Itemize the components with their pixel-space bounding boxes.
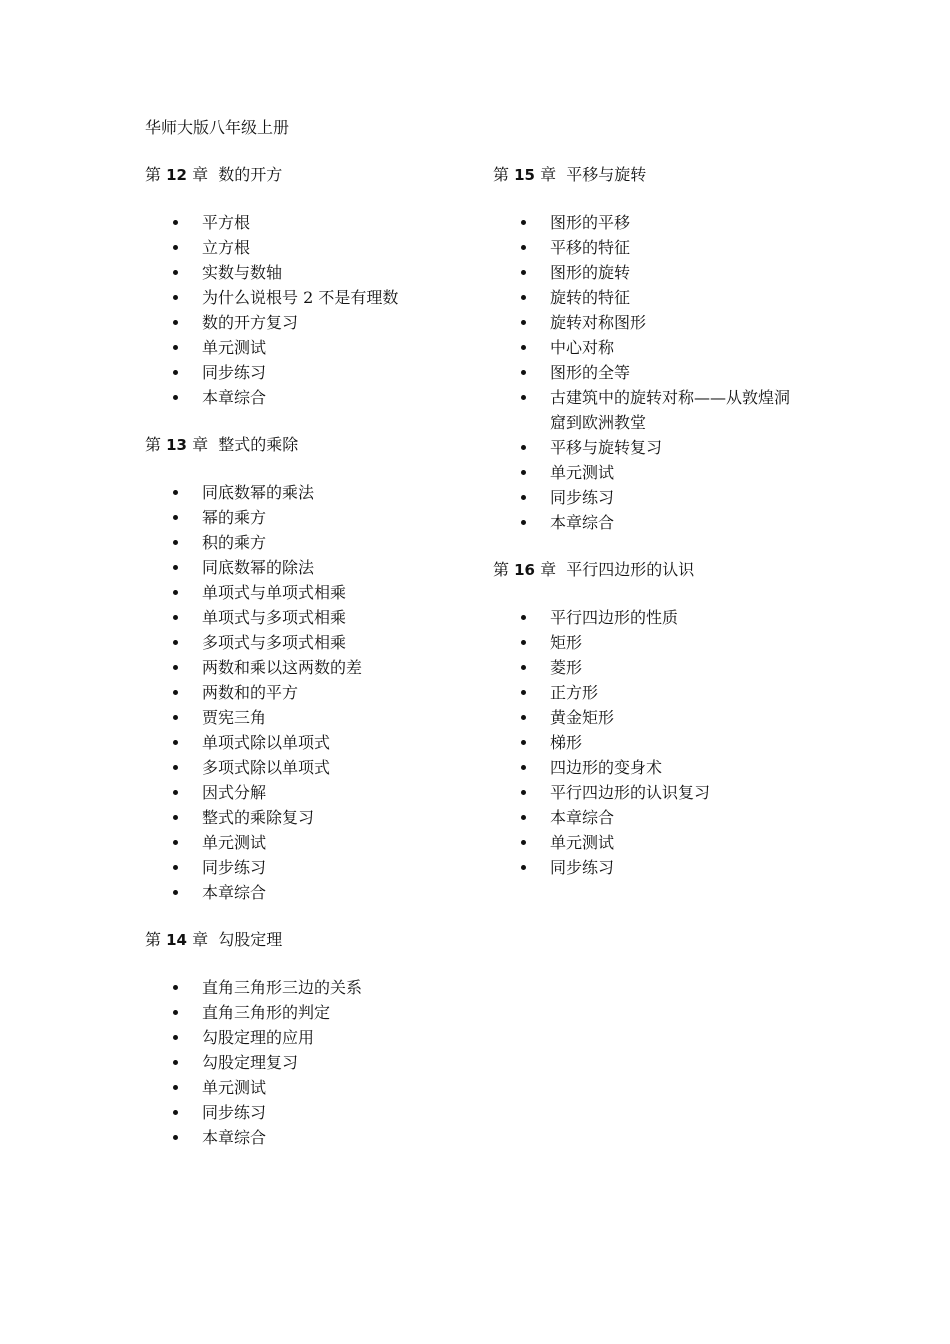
- bullet-icon: [521, 470, 526, 475]
- chapter-item-list: [493, 210, 823, 535]
- chapter-heading: [493, 558, 823, 582]
- bullet-icon: [173, 370, 178, 375]
- list-item-label: 单项式除以单项式: [202, 733, 331, 752]
- list-item: [145, 855, 475, 880]
- list-item-label: 单项式与多项式相乘: [202, 608, 347, 627]
- list-item-label: 同步练习: [202, 1103, 267, 1122]
- list-item: [145, 1025, 475, 1050]
- list-item-label: 同底数幂的乘法: [202, 483, 315, 502]
- list-item-label: 勾股定理复习: [202, 1053, 299, 1072]
- list-item-label: 单元测试: [202, 1078, 267, 1097]
- list-item-label: 旋转对称图形: [550, 313, 647, 332]
- chapter-heading: [145, 928, 475, 952]
- list-item-label: 单元测试: [550, 833, 615, 852]
- list-item-label: 两数和的平方: [202, 683, 299, 702]
- bullet-icon: [521, 865, 526, 870]
- chapter-item-list: [145, 975, 475, 1150]
- list-item: [493, 630, 823, 655]
- list-item: [145, 1125, 475, 1150]
- bullet-icon: [173, 815, 178, 820]
- bullet-icon: [173, 790, 178, 795]
- list-item-label: 勾股定理的应用: [202, 1028, 315, 1047]
- list-item: [493, 210, 823, 235]
- bullet-icon: [173, 490, 178, 495]
- chapter-heading: [145, 163, 475, 187]
- list-item-label: 实数与数轴: [202, 263, 283, 282]
- list-item: [493, 510, 823, 535]
- bullet-icon: [521, 690, 526, 695]
- list-item: [145, 1050, 475, 1075]
- list-item: [145, 555, 475, 580]
- list-item-label: 菱形: [550, 658, 583, 677]
- bullet-icon: [521, 370, 526, 375]
- list-item-label: 单元测试: [202, 338, 267, 357]
- list-item-label: 同步练习: [550, 858, 615, 877]
- list-item-label: 平移与旋转复习: [550, 438, 663, 457]
- list-item: [493, 310, 823, 335]
- list-item-label: 直角三角形三边的关系: [202, 978, 363, 997]
- bullet-icon: [173, 740, 178, 745]
- list-item: [145, 210, 475, 235]
- list-item: [145, 285, 475, 310]
- list-item: [145, 235, 475, 260]
- chapter-item-list: [493, 605, 823, 880]
- list-item: [493, 485, 823, 510]
- chapter-prefix: 第: [145, 930, 162, 949]
- list-item-label: 平移的特征: [550, 238, 631, 257]
- list-item: [493, 335, 823, 360]
- list-item: [145, 260, 475, 285]
- bullet-icon: [173, 395, 178, 400]
- list-item-label: 积的乘方: [202, 533, 267, 552]
- bullet-icon: [173, 890, 178, 895]
- list-item: [493, 830, 823, 855]
- chapter-suffix: 章: [192, 435, 209, 454]
- list-item-label: 平行四边形的认识复习: [550, 783, 711, 802]
- list-item: [145, 655, 475, 680]
- list-item-label: 平方根: [202, 213, 251, 232]
- chapter-section: [493, 163, 823, 535]
- bullet-icon: [173, 220, 178, 225]
- bullet-icon: [173, 840, 178, 845]
- list-item: [145, 310, 475, 335]
- list-item: [145, 385, 475, 410]
- chapter-name: 整式的乘除: [218, 435, 299, 454]
- chapter-prefix: 第: [493, 560, 510, 579]
- list-item-label: 立方根: [202, 238, 251, 257]
- list-item-label: 平行四边形的性质: [550, 608, 679, 627]
- bullet-icon: [173, 270, 178, 275]
- list-item-label: 图形的旋转: [550, 263, 631, 282]
- bullet-icon: [173, 565, 178, 570]
- chapter-suffix: 章: [192, 930, 209, 949]
- list-item: [493, 385, 823, 435]
- bullet-icon: [173, 295, 178, 300]
- list-item: [145, 830, 475, 855]
- bullet-icon: [173, 1135, 178, 1140]
- list-item-label: 同底数幂的除法: [202, 558, 315, 577]
- list-item: [145, 680, 475, 705]
- list-item: [493, 755, 823, 780]
- list-item: [493, 705, 823, 730]
- list-item-label: 本章综合: [550, 513, 615, 532]
- list-item: [493, 235, 823, 260]
- right-column: [493, 163, 823, 903]
- chapter-name: 数的开方: [218, 165, 283, 184]
- list-item-label: 整式的乘除复习: [202, 808, 315, 827]
- bullet-icon: [173, 345, 178, 350]
- list-item: [493, 730, 823, 755]
- list-item: [493, 360, 823, 385]
- list-item: [493, 460, 823, 485]
- list-item-label: 正方形: [550, 683, 599, 702]
- bullet-icon: [521, 815, 526, 820]
- chapter-heading: [493, 163, 823, 187]
- chapter-item-list: [145, 210, 475, 410]
- bullet-icon: [521, 295, 526, 300]
- bullet-icon: [521, 495, 526, 500]
- list-item-label: 图形的全等: [550, 363, 631, 382]
- bullet-icon: [173, 765, 178, 770]
- chapter-heading: [145, 433, 475, 457]
- bullet-icon: [521, 665, 526, 670]
- list-item-label: 同步练习: [202, 363, 267, 382]
- left-column: [145, 163, 475, 1173]
- list-item: [145, 975, 475, 1000]
- list-item-label: 两数和乘以这两数的差: [202, 658, 363, 677]
- bullet-icon: [173, 985, 178, 990]
- bullet-icon: [521, 740, 526, 745]
- list-item: [145, 730, 475, 755]
- bullet-icon: [521, 395, 526, 400]
- chapter-number: 15: [514, 166, 535, 184]
- list-item-label: 图形的平移: [550, 213, 631, 232]
- list-item: [493, 855, 823, 880]
- list-item: [145, 530, 475, 555]
- bullet-icon: [521, 840, 526, 845]
- chapter-number: 12: [166, 166, 187, 184]
- list-item: [493, 780, 823, 805]
- list-item-label: 多项式除以单项式: [202, 758, 331, 777]
- list-item-label: 本章综合: [202, 883, 267, 902]
- list-item-label: 同步练习: [550, 488, 615, 507]
- bullet-icon: [173, 540, 178, 545]
- chapter-suffix: 章: [192, 165, 209, 184]
- list-item: [493, 655, 823, 680]
- chapter-section: [493, 558, 823, 880]
- bullet-icon: [173, 1085, 178, 1090]
- bullet-icon: [521, 445, 526, 450]
- list-item-label: 数的开方复习: [202, 313, 299, 332]
- list-item-label: 单元测试: [202, 833, 267, 852]
- bullet-icon: [521, 220, 526, 225]
- bullet-icon: [173, 865, 178, 870]
- list-item: [145, 480, 475, 505]
- bullet-icon: [173, 690, 178, 695]
- list-item-label: 本章综合: [202, 388, 267, 407]
- list-item: [145, 880, 475, 905]
- list-item: [145, 630, 475, 655]
- list-item: [145, 1100, 475, 1125]
- bullet-icon: [173, 245, 178, 250]
- list-item: [145, 505, 475, 530]
- bullet-icon: [173, 1035, 178, 1040]
- list-item-label: 直角三角形的判定: [202, 1003, 331, 1022]
- list-item: [493, 260, 823, 285]
- chapter-number: 13: [166, 436, 187, 454]
- chapter-suffix: 章: [540, 560, 557, 579]
- chapter-prefix: 第: [493, 165, 510, 184]
- bullet-icon: [173, 665, 178, 670]
- list-item: [145, 605, 475, 630]
- list-item-label: 单项式与单项式相乘: [202, 583, 347, 602]
- bullet-icon: [521, 320, 526, 325]
- list-item: [145, 335, 475, 360]
- list-item: [145, 755, 475, 780]
- bullet-icon: [521, 345, 526, 350]
- list-item: [145, 805, 475, 830]
- list-item: [145, 360, 475, 385]
- list-item: [145, 580, 475, 605]
- chapter-section: [145, 163, 475, 410]
- list-item-label: 幂的乘方: [202, 508, 267, 527]
- bullet-icon: [173, 1010, 178, 1015]
- list-item-label: 多项式与多项式相乘: [202, 633, 347, 652]
- bullet-icon: [173, 590, 178, 595]
- chapter-number: 14: [166, 931, 187, 949]
- list-item-label: 同步练习: [202, 858, 267, 877]
- chapter-prefix: 第: [145, 165, 162, 184]
- chapter-suffix: 章: [540, 165, 557, 184]
- bullet-icon: [173, 615, 178, 620]
- list-item: [145, 780, 475, 805]
- list-item: [145, 1075, 475, 1100]
- bullet-icon: [173, 320, 178, 325]
- list-item-label: 四边形的变身术: [550, 758, 663, 777]
- bullet-icon: [173, 1060, 178, 1065]
- list-item-label: 梯形: [550, 733, 583, 752]
- list-item-label: 因式分解: [202, 783, 267, 802]
- bullet-icon: [521, 520, 526, 525]
- chapter-prefix: 第: [145, 435, 162, 454]
- list-item-label: 贾宪三角: [202, 708, 267, 727]
- list-item-label: 古建筑中的旋转对称——从敦煌洞窟到欧洲教堂: [550, 388, 791, 432]
- list-item: [493, 805, 823, 830]
- list-item-label: 旋转的特征: [550, 288, 631, 307]
- bullet-icon: [521, 270, 526, 275]
- chapter-name: 勾股定理: [218, 930, 283, 949]
- bullet-icon: [173, 515, 178, 520]
- bullet-icon: [521, 765, 526, 770]
- chapter-item-list: [145, 480, 475, 905]
- chapter-section: [145, 928, 475, 1150]
- list-item-label: 本章综合: [202, 1128, 267, 1147]
- list-item: [493, 435, 823, 460]
- bullet-icon: [521, 245, 526, 250]
- bullet-icon: [521, 790, 526, 795]
- bullet-icon: [173, 1110, 178, 1115]
- chapter-number: 16: [514, 561, 535, 579]
- list-item: [145, 1000, 475, 1025]
- list-item-label: 中心对称: [550, 338, 615, 357]
- bullet-icon: [521, 615, 526, 620]
- list-item: [493, 285, 823, 310]
- chapter-name: 平移与旋转: [566, 165, 647, 184]
- chapter-section: [145, 433, 475, 905]
- bullet-icon: [521, 715, 526, 720]
- list-item: [145, 705, 475, 730]
- bullet-icon: [173, 715, 178, 720]
- list-item-label: 为什么说根号 2 不是有理数: [202, 288, 399, 307]
- page-title: 华师大版八年级上册: [145, 118, 290, 137]
- list-item-label: 本章综合: [550, 808, 615, 827]
- list-item: [493, 605, 823, 630]
- list-item-label: 单元测试: [550, 463, 615, 482]
- list-item-label: 矩形: [550, 633, 583, 652]
- chapter-name: 平行四边形的认识: [566, 560, 695, 579]
- list-item: [493, 680, 823, 705]
- bullet-icon: [173, 640, 178, 645]
- bullet-icon: [521, 640, 526, 645]
- list-item-label: 黄金矩形: [550, 708, 615, 727]
